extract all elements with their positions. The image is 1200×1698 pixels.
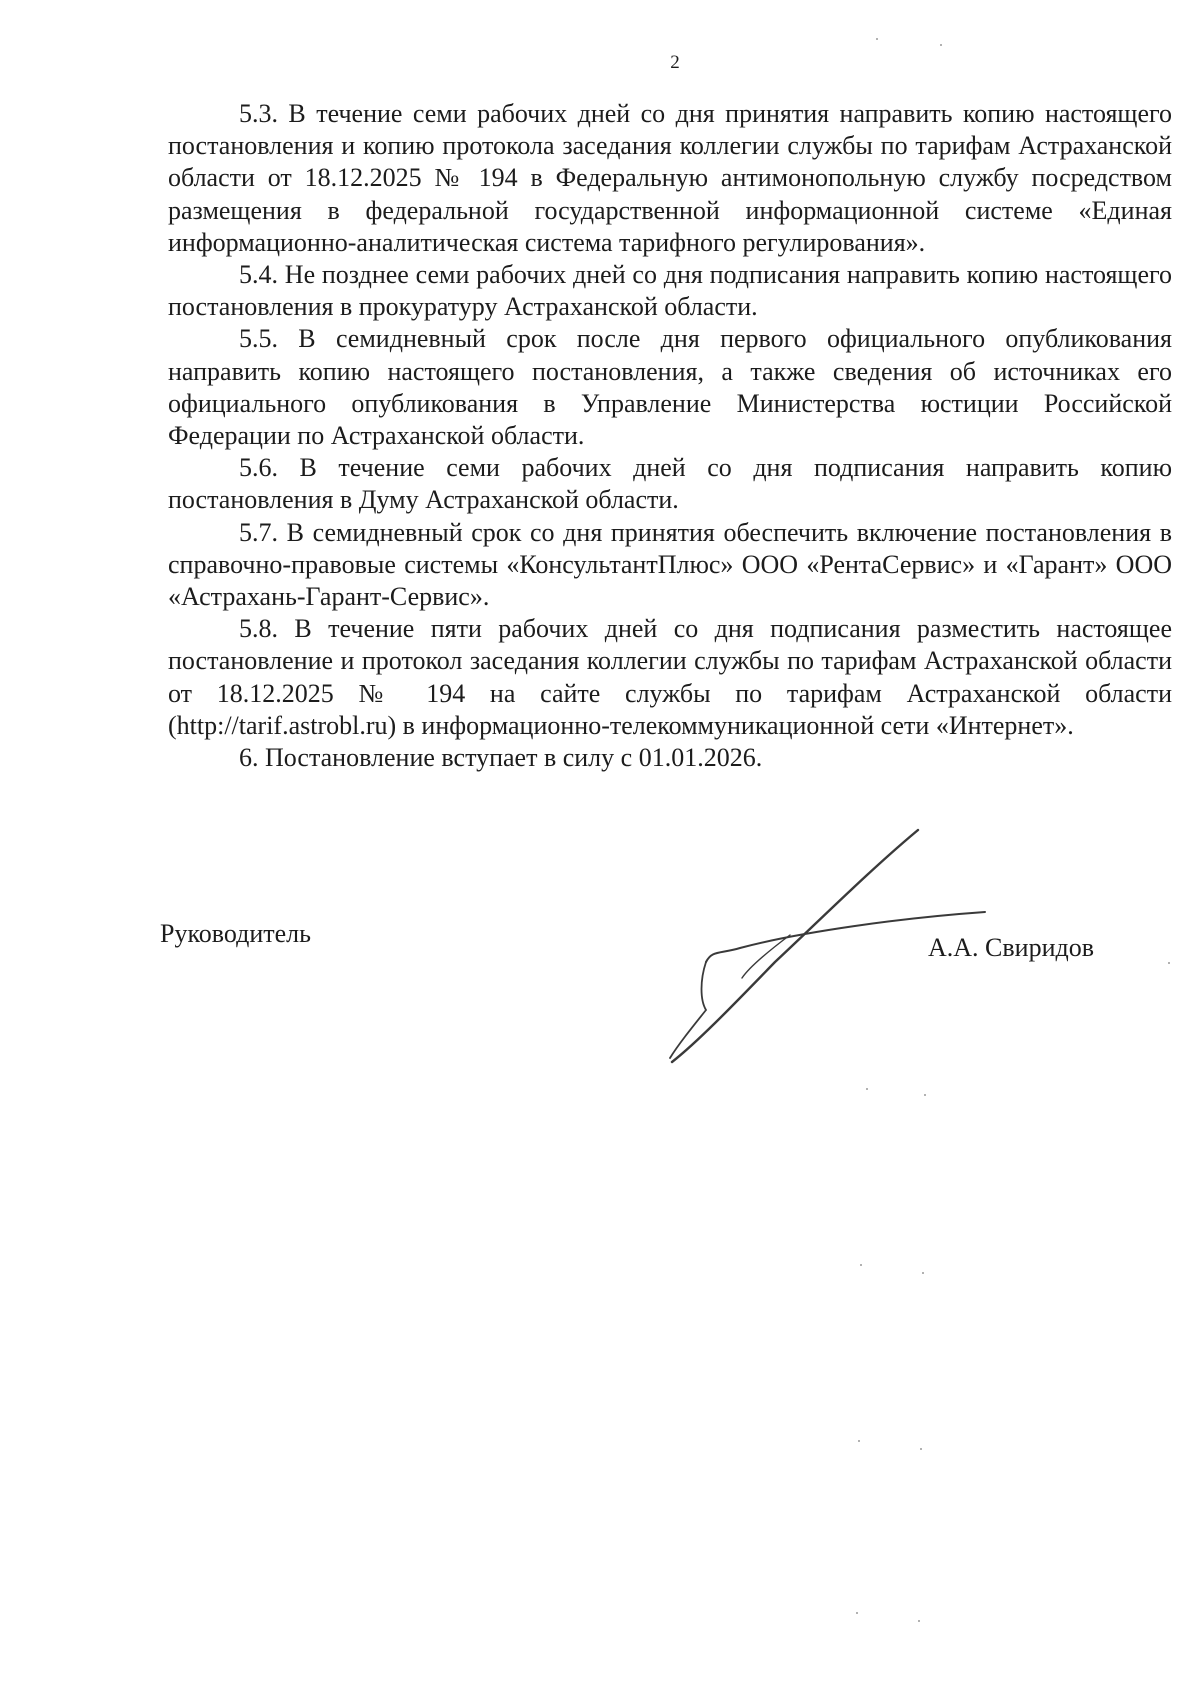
scan-speck	[856, 1612, 858, 1614]
signature-loop-stroke	[670, 962, 706, 1058]
scan-speck	[922, 1272, 924, 1274]
scan-speck	[920, 1448, 922, 1450]
paragraph-5-5: 5.5. В семидневный срок после дня первого официального опубликования направить копию настоящего постановления, а также сведения об источниках его официального опубликования в Управление Министерства юстиции Российской Федерации по Астраханской области.	[168, 324, 1172, 451]
signatory-position: Руководитель	[160, 919, 311, 948]
paragraph-5-8: 5.8. В течение пяти рабочих дней со дня подписания разместить настоящее постановление и протокол заседания коллегии службы по тарифам Астраханской области от 18.12.2025 № 194 на сайте службы по тарифам Астраханской области (http://tarif.astrobl.ru) в информационно-телекоммуникационной сети «Интернет».	[168, 614, 1172, 740]
scan-speck	[866, 1088, 868, 1090]
scan-speck	[858, 1440, 860, 1442]
paragraph-5-3: 5.3. В течение семи рабочих дней со дня принятия направить копию настоящего постановления и копию протокола заседания коллегии службы по тарифам Астраханской области от 18.12.2025 № 194 в Федеральную антимонопольную службу посредством размещения в федеральной государственной информационной системе «Единая информационно-аналитическая система тарифного регулирования».	[168, 99, 1172, 257]
page-number: 2	[670, 52, 680, 73]
signature-tick-stroke	[742, 935, 790, 978]
paragraph-5-6: 5.6. В течение семи рабочих дней со дня подписания направить копию постановления в Думу Астраханской области.	[168, 453, 1172, 515]
scan-speck	[860, 1264, 862, 1266]
scan-speck	[876, 38, 878, 40]
paragraph-6: 6. Постановление вступает в силу с 01.01.2026.	[239, 743, 763, 773]
scan-speck	[924, 1094, 926, 1096]
paragraph-5-7: 5.7. В семидневный срок со дня принятия обеспечить включение постановления в справочно-правовые системы «КонсультантПлюс» ООО «РентаСервис» и «Гарант» ООО «Астрахань-Гарант-Сервис».	[168, 517, 1172, 612]
scan-speck	[918, 1620, 920, 1622]
scan-speck	[940, 44, 942, 46]
document-body	[168, 98, 1172, 774]
scan-speck	[1168, 962, 1170, 964]
signature-long-stroke	[672, 830, 918, 1062]
signatory-name: А.А. Свиридов	[928, 933, 1095, 962]
paragraph-5-4: 5.4. Не позднее семи рабочих дней со дня подписания направить копию настоящего постановления в прокуратуру Астраханской области.	[168, 260, 1172, 322]
